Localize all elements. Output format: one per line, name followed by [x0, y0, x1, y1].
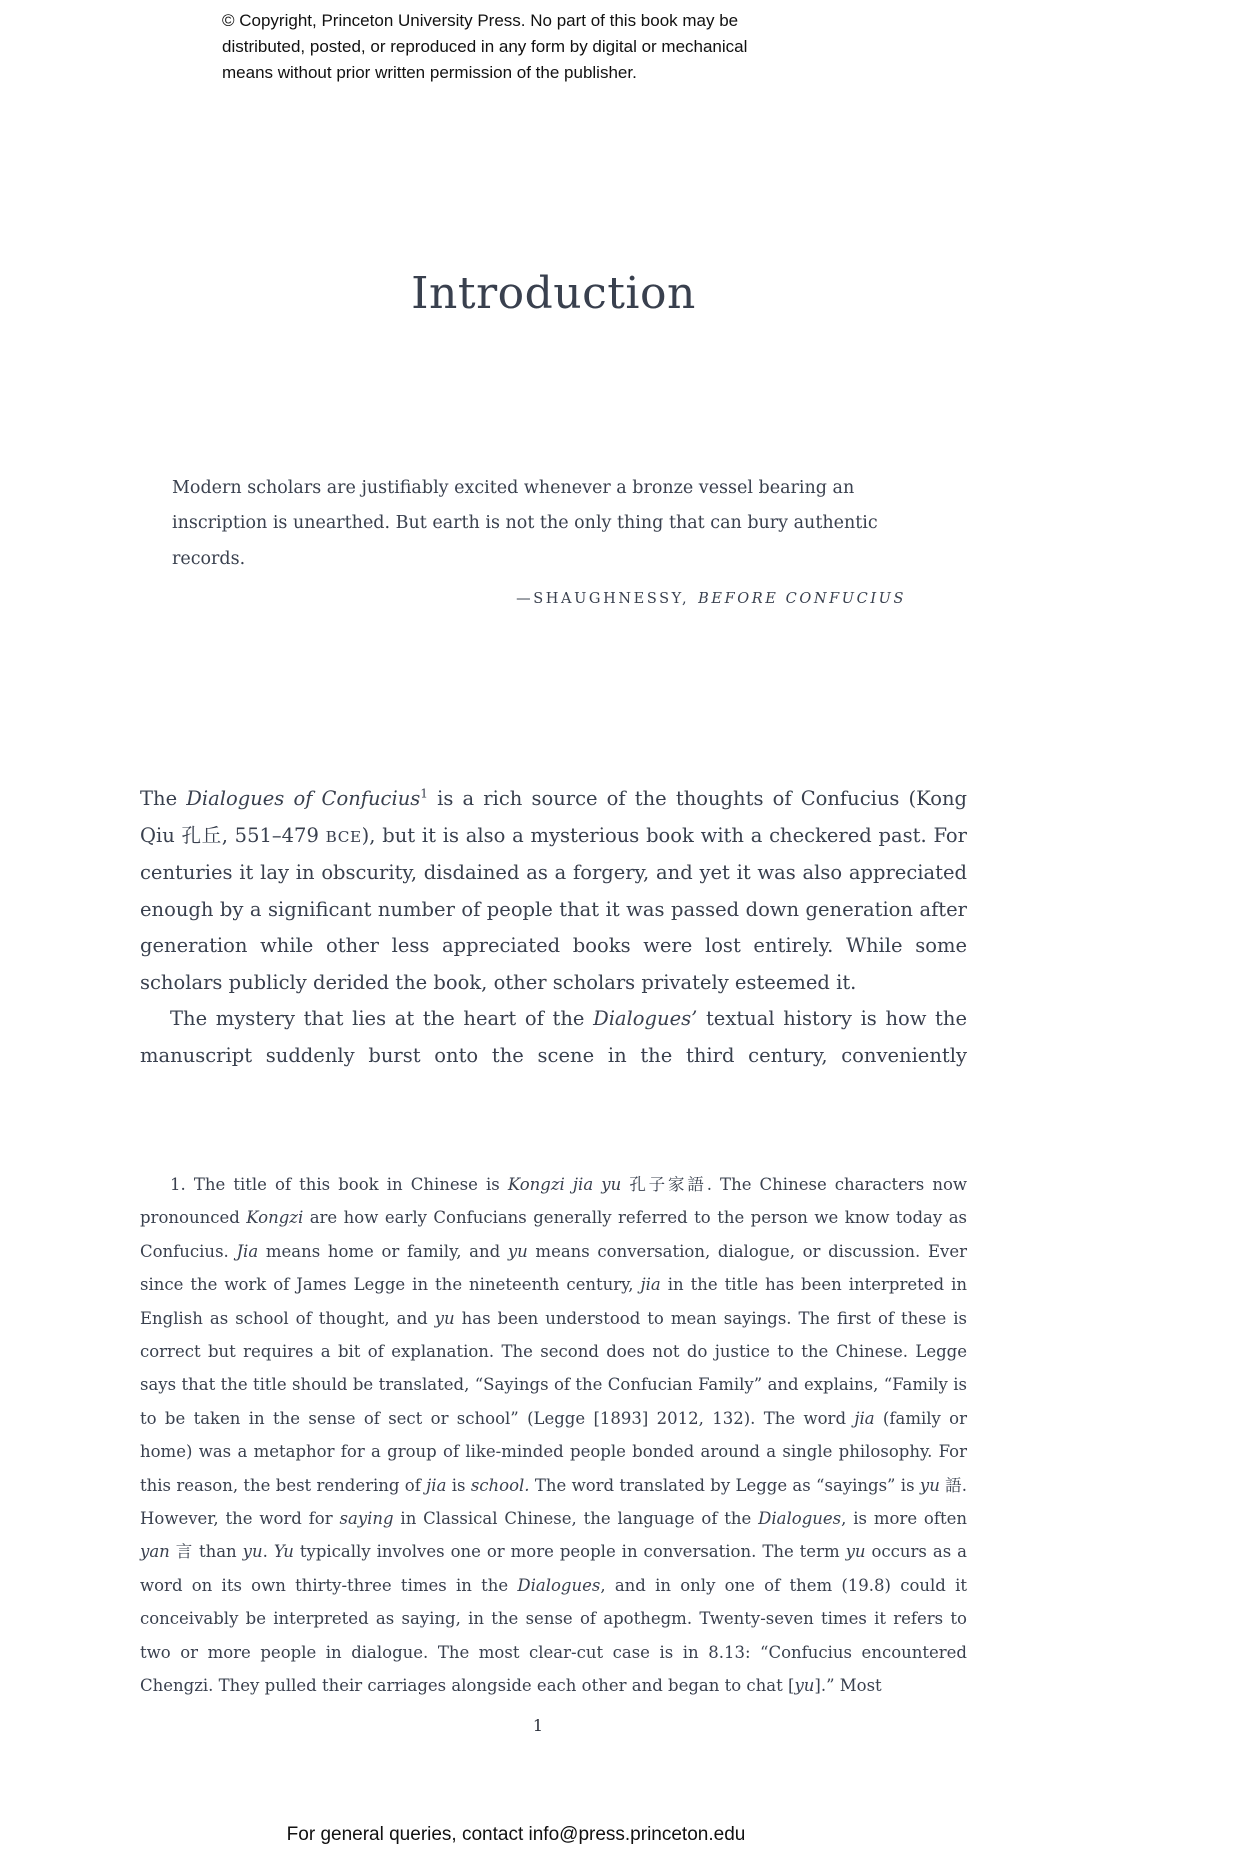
- epigraph: [172, 471, 892, 577]
- copyright-notice: [222, 8, 747, 85]
- attribution-work-title: BEFORE CONFUCIUS: [698, 591, 906, 607]
- epigraph-attribution: [140, 591, 906, 607]
- body-text: [140, 781, 967, 1074]
- attribution-dash: —: [516, 591, 534, 607]
- chapter-title: Introduction: [411, 268, 696, 319]
- epigraph-line: Modern scholars are justifiably excited whenever a bronze vessel bearing an: [172, 478, 855, 498]
- copyright-line: distributed, posted, or reproduced in any form by digital or mechanical: [222, 36, 748, 56]
- attribution-author: SHAUGHNESSY,: [533, 591, 690, 607]
- paragraph-1: The Dialogues of Confucius$^1$ is a rich source of the thoughts of Confucius (Kong Qiu 孔丘, 551–479 BCE), but it is also a mysterious book with a checkered past. For centuries it lay in obscurity, disdained as a forgery, and yet it was also appreciated enough by a significant number of people that it was passed down generation after generation while other less appreciated books were lost entirely. While some scholars publicly derided the book, other scholars privately esteemed it.: [140, 786, 967, 994]
- footnote-1: 1. The title of this book in Chinese is Kongzi jia yu 孔子家語. The Chinese characters now pronounced Kongzi are how early Confucians generally referred to the person we know today as Confucius. Jia means home or family, and yu means conversation, dialogue, or discussion. Ever since the work of James Legge in the nineteenth century, jia in the title has been interpreted in English as school of thought, and yu has been understood to mean sayings. The first of these is correct but requires a bit of explanation. The second does not do justice to the Chinese. Legge says that the title should be translated, “Sayings of the Confucian Family” and explains, “Family is to be taken in the sense of sect or school” (Legge [1893] 2012, 132). The word jia (family or home) was a metaphor for a group of like-minded people bonded around a single philosophy. For this reason, the best rendering of jia is school. The word translated by Legge as “sayings” is yu 語. However, the word for saying in Classical Chinese, the language of the Dialogues, is more often yan 言 than yu. Yu typically involves one or more people in conversation. The term yu occurs as a word on its own thirty-three times in the Dialogues, and in only one of them (19.8) could it conceivably be interpreted as saying, in the sense of apothegm. Twenty-seven times it refers to two or more people in dialogue. The most clear-cut case is in 8.13: “Confucius encountered Chengzi. They pulled their carriages alongside each other and began to chat [yu].” Most: [140, 1175, 968, 1696]
- epigraph-line: records.: [172, 548, 246, 569]
- footer-contact: For general queries, contact info@press.princeton.edu: [286, 1824, 746, 1845]
- paragraph-2: The mystery that lies at the heart of the Dialogues’ textual history is how the manuscript suddenly burst onto the scene in the third century, conveniently: [140, 1007, 967, 1067]
- copyright-line: means without prior written permission of the publisher.: [222, 62, 637, 82]
- page-number: 1: [532, 1716, 544, 1735]
- epigraph-line: inscription is unearthed. But earth is not the only thing that can bury authentic: [172, 513, 878, 534]
- copyright-line: © Copyright, Princeton University Press. No part of this book may be: [222, 11, 739, 30]
